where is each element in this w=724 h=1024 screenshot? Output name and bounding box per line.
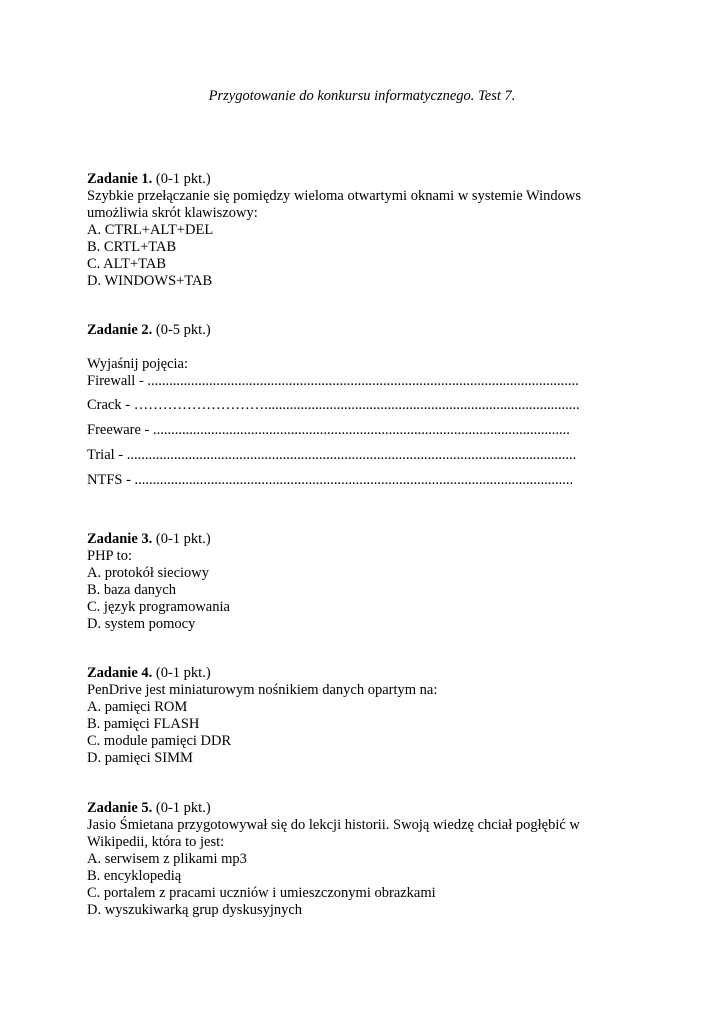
answer-option-c: C. ALT+TAB [87, 256, 166, 272]
task-title [87, 665, 647, 682]
task-title [87, 531, 647, 548]
header-title: Przygotowanie do konkursu informatycznego. Test 7. [208, 88, 516, 104]
task-intro: Wyjaśnij pojęcia: [87, 356, 188, 372]
task-title [87, 322, 647, 339]
question-line: Wikipedii, która to jest: [87, 834, 225, 850]
task-5 [87, 800, 647, 919]
task-2 [87, 322, 647, 497]
task-points: (0-1 pkt.) [152, 171, 211, 187]
answer-option-b: B. encyklopedią [87, 868, 182, 884]
answer-option-c: C. portalem z pracami uczniów i umieszczonymi obrazkami [87, 885, 436, 901]
question-line: Szybkie przełączanie się pomiędzy wieloma otwartymi oknami w systemie Windows [87, 188, 582, 204]
task-1 [87, 171, 647, 290]
question-line: PHP to: [87, 548, 132, 564]
definition-trial: Trial - ............................................................................................................................ [87, 447, 577, 463]
question-line: PenDrive jest miniaturowym nośnikiem danych opartym na: [87, 682, 438, 698]
answer-option-a: A. CTRL+ALT+DEL [87, 222, 214, 238]
task-number: Zadanie 2. [87, 322, 153, 338]
definition-freeware: Freeware - ................................................................................................................... [87, 422, 570, 438]
task-number: Zadanie 5. [87, 800, 153, 816]
question-line: Jasio Śmietana przygotowywał się do lekcji historii. Swoją wiedzę chciał pogłębić w [87, 817, 580, 833]
answer-option-d: D. system pomocy [87, 616, 196, 632]
task-title [87, 171, 647, 188]
page-header [0, 88, 724, 105]
answer-option-a: A. serwisem z plikami mp3 [87, 851, 247, 867]
answer-option-a: A. pamięci ROM [87, 699, 188, 715]
answer-option-c: C. module pamięci DDR [87, 733, 232, 749]
definition-ntfs: NTFS - ......................................................................................................................... [87, 472, 574, 488]
definition-firewall: Firewall - ....................................................................................................................... [87, 373, 579, 389]
task-4 [87, 665, 647, 767]
task-points: (0-5 pkt.) [152, 322, 211, 338]
answer-option-b: B. pamięci FLASH [87, 716, 200, 732]
task-number: Zadanie 1. [87, 171, 153, 187]
question-line: umożliwia skrót klawiszowy: [87, 205, 258, 221]
answer-option-b: B. CRTL+TAB [87, 239, 177, 255]
answer-option-d: D. wyszukiwarką grup dyskusyjnych [87, 902, 303, 918]
answer-option-c: C. język programowania [87, 599, 230, 615]
task-points: (0-1 pkt.) [152, 665, 211, 681]
answer-option-b: B. baza danych [87, 582, 176, 598]
task-number: Zadanie 4. [87, 665, 153, 681]
answer-option-d: D. pamięci SIMM [87, 750, 193, 766]
task-3 [87, 531, 647, 633]
task-points: (0-1 pkt.) [152, 800, 211, 816]
answer-option-d: D. WINDOWS+TAB [87, 273, 213, 289]
task-number: Zadanie 3. [87, 531, 153, 547]
task-title [87, 800, 647, 817]
answer-option-a: A. protokół sieciowy [87, 565, 210, 581]
definition-crack: Crack - ………………………....................................................................................... [87, 397, 580, 413]
task-points: (0-1 pkt.) [152, 531, 211, 547]
